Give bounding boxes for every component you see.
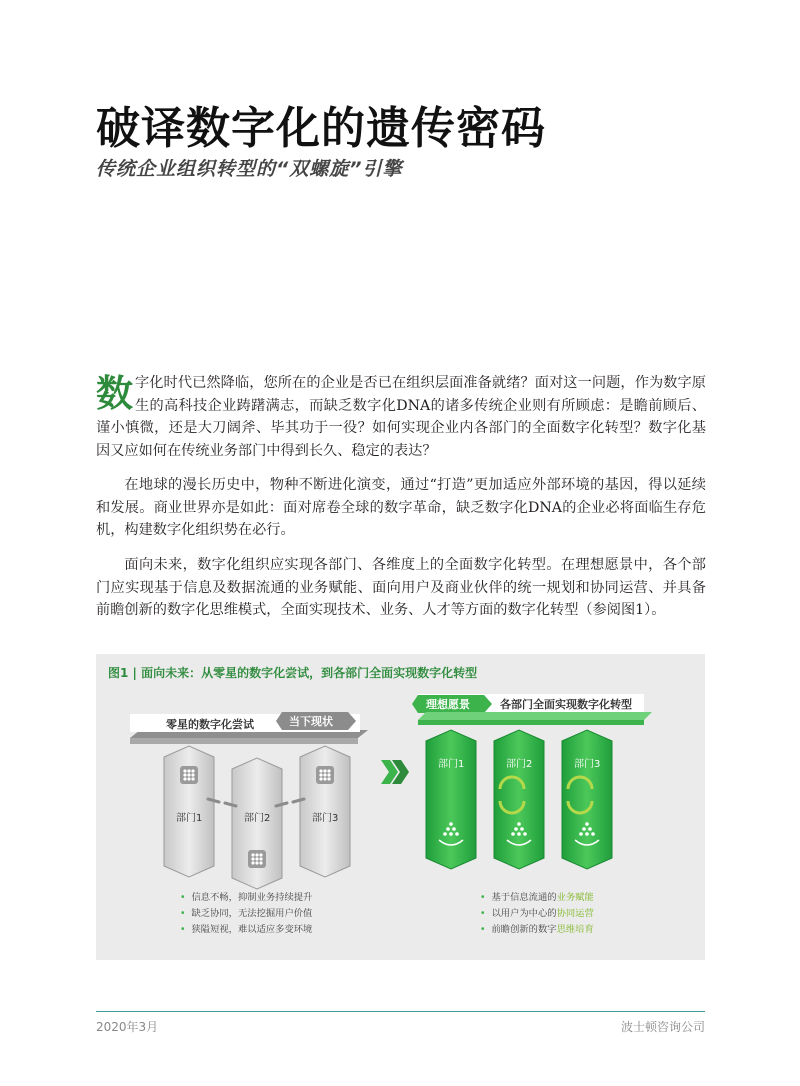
bullet-highlight: 业务赋能 bbox=[556, 892, 594, 903]
current-status-text: 当下现状 bbox=[289, 715, 333, 728]
bullet-highlight: 思维培育 bbox=[556, 924, 594, 935]
right-bullet-list bbox=[480, 890, 594, 938]
list-item: • 缺乏协同，无法挖掘用户价值 bbox=[180, 906, 312, 922]
right-dept-2-label: 部门2 bbox=[506, 759, 533, 770]
paragraph-future: 面向未来，数字化组织应实现各部门、各维度上的全面数字化转型。在理想愿景中，各个部门应实现基于信息及数据流通的业务赋能、面向用户及商业伙伴的统一规划和协同运营、并具备前瞻创新的数字化思维模式，全面实现技术、业务、人才等方面的数字化转型（参阅图1）。 bbox=[96, 557, 706, 618]
footer-date: 2020年3月 bbox=[96, 1020, 159, 1034]
left-dept-2 bbox=[232, 758, 282, 889]
left-dept-1 bbox=[164, 746, 214, 877]
right-platform-bar bbox=[418, 712, 652, 720]
left-dept-3 bbox=[300, 746, 350, 877]
list-item: • 狭隘短视，难以适应多变环境 bbox=[180, 922, 312, 938]
right-dept-3 bbox=[562, 730, 612, 869]
bullet-text: 前瞻创新的数字 bbox=[491, 924, 557, 935]
left-dept-2-label: 部门2 bbox=[244, 813, 271, 824]
paragraph-intro-text: 字化时代已然降临，您所在的企业是否已在组织层面准备就绪？面对这一问题，作为数字原生的高科技企业踌躇满志，而缺乏数字化DNA的诸多传统企业则有所顾虑：是瞻前顾后、谨小慎微，还是大刀阔斧、毕其功于一役？如何实现企业内各部门的全面数字化转型？数字化基因又应如何在传统业务部门中得到长久、稳定的表达？ bbox=[96, 375, 706, 459]
right-dept-3-label: 部门3 bbox=[574, 759, 601, 770]
left-dept-1-label: 部门1 bbox=[176, 813, 203, 824]
drop-cap: 数 bbox=[96, 371, 133, 415]
right-header-text: 各部门全面实现数字化转型 bbox=[500, 698, 632, 711]
paragraph-evolution: 在地球的漫长历史中，物种不断进化演变，通过“打造”更加适应外部环境的基因，得以延续和发展。商业世界亦是如此：面对席卷全球的数字革命，缺乏数字化DNA的企业必将面临生存危机，构建数字化组织势在必行。 bbox=[96, 477, 706, 538]
left-bullet-list bbox=[180, 890, 312, 938]
footer-company: 波士顿咨询公司 bbox=[620, 1020, 705, 1034]
page-subtitle: 传统企业组织转型的“双螺旋”引擎 bbox=[96, 158, 403, 180]
right-dept-2 bbox=[494, 730, 544, 869]
list-item bbox=[480, 922, 594, 938]
list-item bbox=[480, 890, 594, 906]
footer-divider bbox=[96, 1011, 705, 1012]
list-item: • 信息不畅，抑制业务持续提升 bbox=[180, 890, 312, 906]
right-dept-1-label: 部门1 bbox=[438, 759, 465, 770]
left-header-text: 零星的数字化尝试 bbox=[166, 718, 254, 731]
chevron-right-icon bbox=[381, 760, 409, 784]
bullet-highlight: 协同运营 bbox=[556, 908, 594, 919]
ideal-vision-text: 理想愿景 bbox=[426, 698, 470, 711]
right-dept-1 bbox=[426, 730, 476, 869]
figure-1 bbox=[96, 654, 705, 960]
page-title: 破译数字化的遗传密码 bbox=[96, 103, 546, 154]
left-dept-3-label: 部门3 bbox=[312, 813, 339, 824]
figure-title: 图1 | 面向未来：从零星的数字化尝试，到各部门全面实现数字化转型 bbox=[108, 666, 478, 680]
list-item bbox=[480, 906, 594, 922]
bullet-text: 以用户为中心的 bbox=[491, 908, 557, 919]
paragraph-intro bbox=[96, 372, 706, 462]
bullet-text: 基于信息流通的 bbox=[491, 892, 557, 903]
